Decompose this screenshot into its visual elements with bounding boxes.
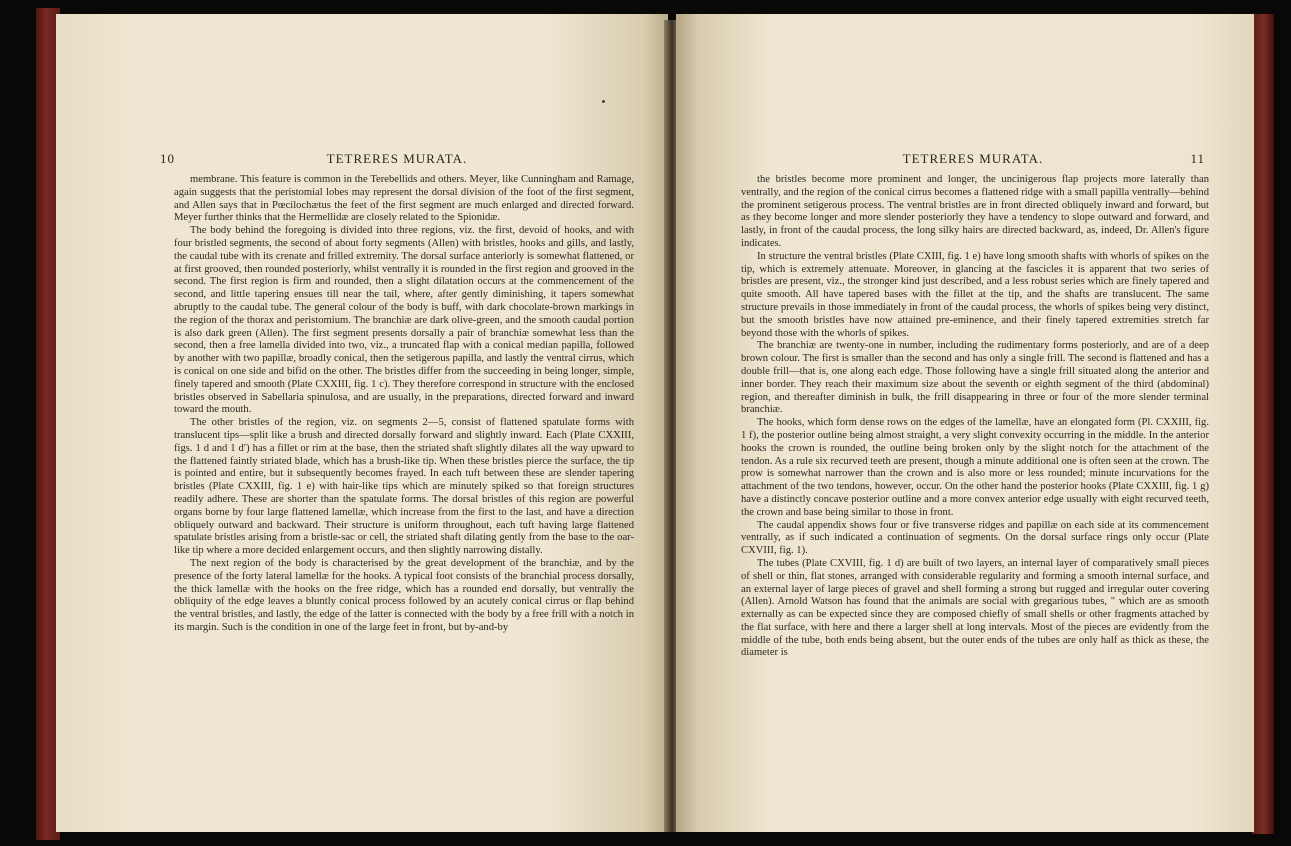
right-page-text — [741, 174, 1209, 660]
right-paragraph-4: The hooks, which form dense rows on the edges of the lamellæ, have an elongated form (Pl. CXXIII, fig. 1 f), the posterior outline being almost straight, a very slight convexity occurring in the middle. In the anterior hooks the crown is rounded, the outline being broken only by the slight notch for the attachment of the tendon. As a rule six recurved teeth are present, though a minute additional one is often seen at the crown. The prow is somewhat narrower than the crown and is also more or less rounded; minute incurvations for the attachment of the two tendons, however, occur. On the other hand the posterior hooks (Plate CXXIII, fig. 1 g) have a distinctly concave posterior outline and a more convex anterior edge usually with eight recurved teeth, the crown and base being similar to those in front. — [741, 417, 1209, 518]
left-page-text — [174, 174, 634, 635]
right-page — [676, 14, 1254, 832]
left-paragraph-4: The next region of the body is characterised by the great development of the branchiæ, and by the presence of the forty lateral lamellæ for the hooks. A typical foot consists of the branchial process dorsally, the thick lamellæ with the hooks on the free ridge, which has a rounded end dorsally, but ventrally the obliquity of the edge leaves a bluntly conical process followed by an acutely conical cirrus or flap behind the ventral bristles, and lastly, the edge of the latter is connected with the body by a free frill with a notch in its margin. Such is the condition in one of the large feet in front, but by-and-by — [174, 557, 634, 633]
left-page — [56, 14, 668, 832]
left-paragraph-3: The other bristles of the region, viz. on segments 2—5, consist of flattened spatulate forms with translucent tips—split like a brush and directed dorsally forward and slightly inward. Each (Plate CXXIII, figs. 1 d and 1 d′) has a fillet or rim at the base, then the striated shaft slightly dilates all the way upward to the flattened faintly striated blade, which has a brush-like tip. When these bristles pierce the surface, the tip is pointed and entire, but it subsequently becomes frayed. In each tuft between these are slender tapering bristles (Plate CXXIII, fig. 1 e) with hair-like tips which are minutely spiked so that foreign structures readily adhere. These are shorter than the spatulate forms. The dorsal bristles of this region are powerful organs borne by four large flattened lamellæ, which increase from the first to the last, and have a direction obliquely outward and backward. Their structure is uniform throughout, each tuft having large flattened spatulate bristles arising from a bristle-sac or cell, the striated shaft dilating gently from the base to the oar-like tip where a more decided enlargement occurs, and then slightly narrowing distally. — [174, 417, 634, 557]
right-page-header — [741, 151, 1205, 169]
left-paragraph-1: membrane. This feature is common in the Terebellids and others. Meyer, like Cunningham and Ramage, again suggests that the peristomial lobes may represent the dorsal division of the foot of the first segment, and Allen says that in Pœcilochætus the feet of the first segment are much enlarged and directed forward. Meyer further thinks that the Hermellidæ are closely related to the Spionidæ. — [174, 174, 634, 224]
left-page-header — [160, 151, 634, 169]
right-paragraph-2: In structure the ventral bristles (Plate CXIII, fig. 1 e) have long smooth shafts with whorls of spikes on the tip, which is extremely attenuate. Moreover, in glancing at the fascicles it is apparent that two series of bristles are present, viz., the stronger kind just described, and a less robust series which are finely tapered and quite smooth. All have tapered bases with the fillet at the tip, and the shafts are translucent. The same structure prevails in those immediately in front of the caudal process, the whorls of spikes being very distinct, but the smooth bristles have now attained pre-eminence, and their finely tapered extremities stretch far beyond those with the whorls of spikes. — [741, 250, 1209, 339]
book-binding-right — [1252, 14, 1274, 834]
right-running-title: TETRERES MURATA. — [902, 151, 1044, 166]
right-paragraph-1: the bristles become more prominent and longer, the uncinigerous flap projects more laterally than ventrally, and the region of the conical cirrus becomes a flattened ridge with a small papilla ventrally—behind the prominent setigerous process. The ventral bristles are in front directed obliquely inward and forward, but as they become longer and more slender posteriorly they have a tendency to slope outward and forward, and lastly, in front of the caudal process, the long silky hairs are directed backward, as, indeed, Dr. Allen's figure indicates. — [741, 174, 1209, 249]
right-paragraph-6: The tubes (Plate CXVIII, fig. 1 d) are built of two layers, an internal layer of comparatively small pieces of shell or thin, flat stones, arranged with considerable regularity and forming a smooth internal surface, and an external layer of large pieces of gravel and shell forming a strong but rugged and irregular outer covering (Allen). Arnold Watson has found that the animals are social with gregarious tubes, " which are as smooth externally as can be expected since they are composed chiefly of small shells or other fragments attached by the flat surface, with here and there a larger shell at long intervals. Most of the pieces are evidently from the middle of the tube, both ends being absent, but the outer ends of the tubes are only half as thick as these, the diameter is — [741, 557, 1209, 659]
left-page-number: 10 — [160, 151, 175, 166]
right-paragraph-5: The caudal appendix shows four or five transverse ridges and papillæ on each side at its commencement ventrally, as if such indicated a continuation of segments. On the dorsal surface rings only occur (Plate CXVIII, fig. 1). — [741, 519, 1209, 557]
right-paragraph-3: The branchiæ are twenty-one in number, including the rudimentary forms posteriorly, and are of a deep brown colour. The first is smaller than the second and has only a single frill. The second is flattened and has a double frill—that is, one along each edge. Those following have a single frill situated along the anterior and inner border. They reach their maximum size about the seventh or eighth segment of the third (abdominal) region, and thereafter diminish in bulk, the frill disappearing in three or four of the more slender terminal branchiæ. — [741, 340, 1209, 416]
left-paragraph-2: The body behind the foregoing is divided into three regions, viz. the first, devoid of hooks, and with four bristled segments, the second of about forty segments (Allen) with bristles, hooks and gills, and lastly, the caudal tube with its crenate and frilled extremity. The dorsal surface anteriorly is somewhat flattened, or at first grooved, then rounded posteriorly, whilst ventrally it is rounded in the first region and grooved in the second. The first region is firm and rounded, then a slight dilatation occurs at the commencement of the second, and little tapering ensues till near the tail, where, after gently diminishing, it tapers somewhat abruptly to the caudal tube. The general colour of the body is buff, with dark chocolate-brown markings in the region of the thorax and peristomium. The branchiæ are dark olive-green, and the smooth caudal portion is also dark green (Allen). The first segment presents dorsally a pair of branchiæ somewhat less than the second, then a free lamella divided into two, viz., a truncated flap with a conical median papilla, followed by another with two papillæ, broadly conical, then the setigerous papilla, and lastly the ventral cirrus, which is conical on one side and bifid on the other. The bristles differ from the succeeding in being longer, simple, finely tapered and smooth (Plate CXXIII, fig. 1 c). They therefore correspond in structure with the enclosed bristles observed in Sabellaria spinulosa, and are usually, in the preparations, directed forward and inward toward the mouth. — [174, 225, 634, 416]
paper-speck — [602, 100, 605, 103]
right-page-number: 11 — [1190, 151, 1205, 166]
left-running-title: TETRERES MURATA. — [326, 151, 468, 166]
